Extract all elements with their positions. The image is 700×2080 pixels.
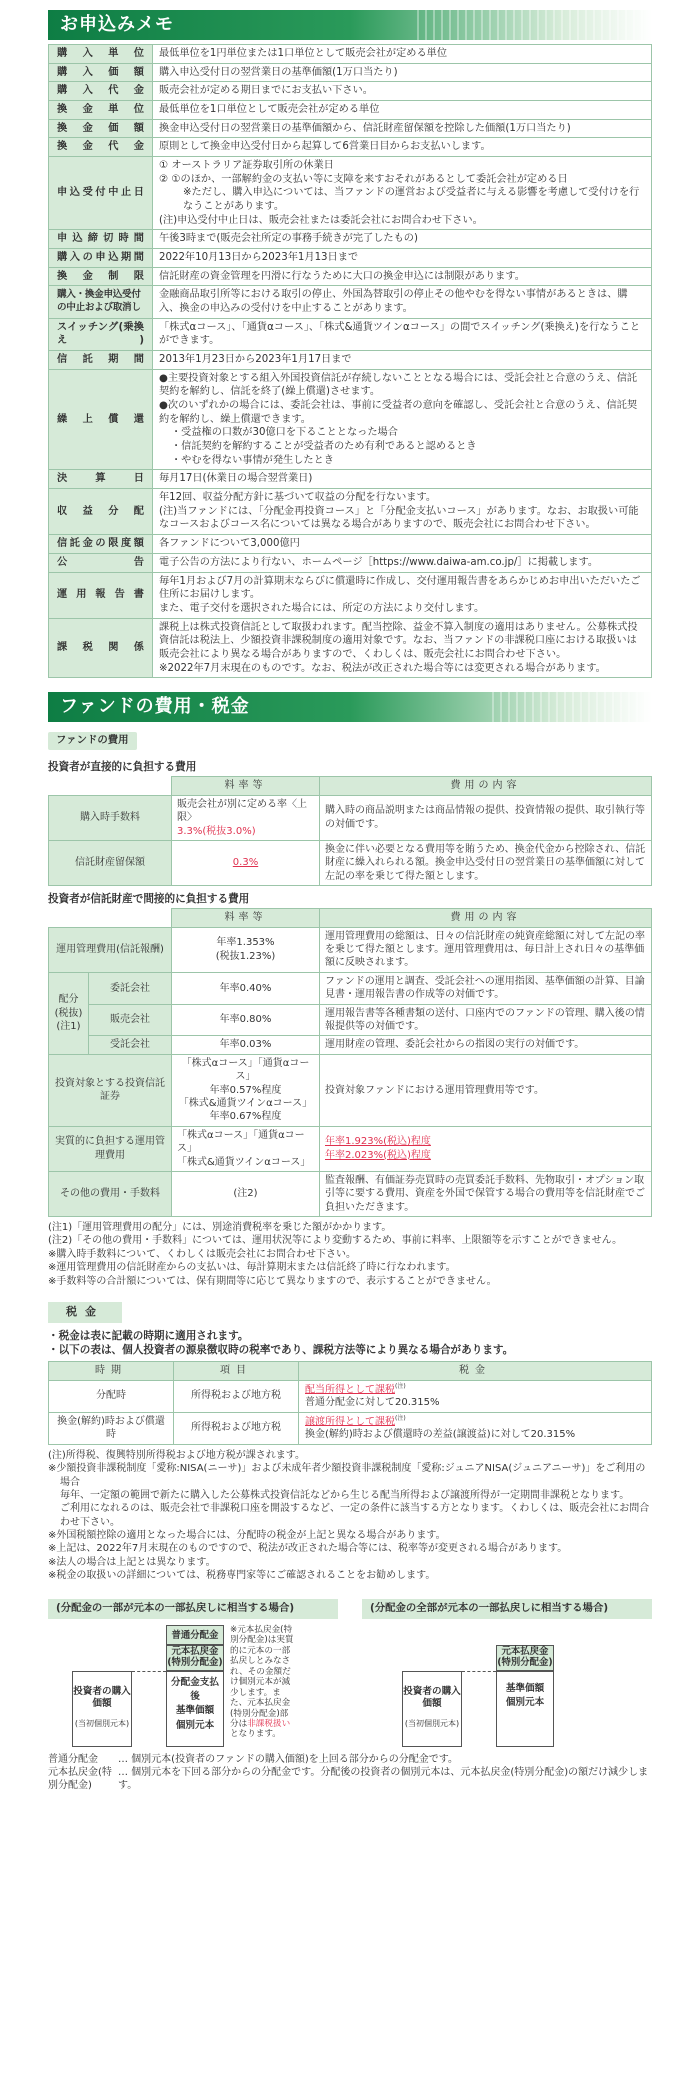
memo-row [49, 267, 652, 286]
memo-line: 購入申込受付日の翌営業日の基準価額(1万口当たり) [159, 66, 398, 78]
memo-line: ① オーストラリア証券取引所の休業日 [159, 160, 334, 172]
memo-line: 換金申込受付日の翌営業日の基準価額から、信託財産留保額を控除した価額(1万口当たり) [159, 122, 571, 134]
side-note [230, 1625, 296, 1740]
tax-notes [48, 1449, 652, 1583]
memo-label: 購入価額 [49, 63, 153, 82]
memo-value [153, 535, 652, 554]
col-content: 費用の内容 [320, 909, 652, 927]
note: (注1)「運用管理費用の配分」には、別途消費税率を乗じた額がかかります。 [48, 1222, 392, 1234]
diagram-legend [48, 1753, 652, 1793]
note: ※購入時手数料について、くわしくは販売会社にお問合わせ下さい。 [48, 1248, 356, 1260]
side-note-red: 非課税扱い [247, 1719, 291, 1729]
note: ※税金の取扱いの詳細については、税務専門家等にご確認されることをお勧めします。 [48, 1570, 436, 1582]
memo-value [153, 157, 652, 230]
effective-rate: 年率1.923%(税込)程度 [325, 1136, 431, 1148]
fee-content: 換金に伴い必要となる費用等を賄うため、換金代金から控除され、信託財産に繰入れられる額。換金申込受付日の翌営業日の基準価額に対して左記の率を乗じて得た額とします。 [320, 840, 652, 885]
table-row [49, 1004, 652, 1036]
memo-row [49, 249, 652, 268]
memo-value [153, 572, 652, 618]
nav-label: 基準価額 [505, 1682, 545, 1694]
memo-row [49, 351, 652, 370]
effective-name: 「株式&通貨ツインαコース」 [177, 1156, 311, 1168]
memo-line: 販売会社が定める期日までにお支払い下さい。 [159, 85, 373, 97]
table-row [49, 1380, 652, 1412]
fee-notes [48, 1221, 652, 1288]
tax-when: 分配時 [49, 1380, 174, 1412]
note: (注)所得税、復興特別所得税および地方税が課されます。 [48, 1449, 306, 1461]
memo-label: 信託期間 [49, 351, 153, 370]
tax-text: 換金(解約)時および償還時の差益(譲渡益)に対して20.315% [305, 1429, 576, 1441]
refund-box-2: 元本払戻金(特別分配金) [496, 1645, 554, 1671]
memo-line: また、電子交付を選択された場合には、所定の方法により交付します。 [159, 602, 485, 614]
memo-line: ※2022年7月末現在のものです。なお、税法が改正された場合等には変更される場合があります。 [159, 662, 606, 674]
note: ご利用になれるのは、販売会社で非課税口座を開設するなど、一定の条件に該当する方となります。くわしくは、販売会社にお問合わせ下さい。 [60, 1503, 650, 1528]
memo-label: 課税関係 [49, 618, 153, 678]
col-rate: 料率等 [172, 909, 320, 927]
diagram-left-title: (分配金の一部が元本の一部払戻しに相当する場合) [48, 1599, 338, 1619]
memo-line: 年12回、収益分配方針に基づいて収益の分配を行ないます。 [159, 492, 437, 504]
note: ※上記は、2022年7月末現在のものですので、税法が改正された場合等には、税率等が変更される場合があります。 [48, 1543, 568, 1555]
indirect-heading: 投資者が信託財産で間接的に負担する費用 [48, 893, 250, 906]
memo-line: ② ①のほか、一部解約金の支払い等に支障を来すおそれがあるとして委託会社が定める日 [159, 173, 568, 185]
memo-value [153, 267, 652, 286]
mgmt-label: 運用管理費用(信託報酬) [49, 927, 172, 972]
memo-label: 繰上償還 [49, 369, 153, 470]
memo-line: ※ただし、購入申込については、当ファンドの運営および受益者に与える影響を考慮して受付けを行なうことがあります。 [183, 187, 640, 213]
legend-key: 元本払戻金(特別分配金) [48, 1767, 112, 1792]
memo-line: ●主要投資対象とする組入外国投資信託が存続しないこととなる場合には、受託会社と合意のうえ、信託契約を解約し、信託を終了(繰上償還)させます。 [159, 372, 638, 398]
other-rate: (注2) [172, 1171, 320, 1216]
fees-header [48, 692, 652, 722]
table-row [49, 927, 652, 972]
memo-row [49, 286, 652, 318]
memo-row [49, 318, 652, 350]
base-note: (当初個別元本) [404, 1719, 460, 1729]
memo-label: 決算日 [49, 470, 153, 489]
memo-row [49, 82, 652, 101]
dashed-line [132, 1671, 166, 1672]
after-dist-box-2 [496, 1671, 554, 1747]
after-dist-label: 分配金支払後 [171, 1676, 219, 1703]
legend-item [48, 1753, 652, 1766]
breakdown-rate: 年率0.80% [172, 1004, 320, 1036]
tax-bullet: ・税金は表に記載の時期に適用されます。 [48, 1329, 249, 1342]
normal-dist-box: 普通分配金 [166, 1625, 224, 1645]
memo-value [153, 618, 652, 678]
fees-subtitle: ファンドの費用 [48, 732, 137, 750]
fee-label: 購入時手数料 [49, 795, 172, 840]
memo-line: 原則として換金申込受付日から起算して6営業日目からお支払いします。 [159, 141, 491, 153]
tax-item: 所得税および地方税 [174, 1380, 299, 1412]
investor-cost-label: 投資者の購入価額 [73, 1685, 131, 1710]
principal-label: 個別元本 [505, 1697, 545, 1709]
table-row [49, 840, 652, 885]
note: 毎年、一定額の範囲で新たに購入した公募株式投資信託などから生じる配当所得および譲渡所得が一定期間非課税となります。 [60, 1489, 630, 1501]
memo-row [49, 535, 652, 554]
memo-line: 電子公告の方法により行ない、ホームページ［https://www.daiwa-am.co.jp/］に掲載します。 [159, 556, 599, 568]
tax-header: 項目 [174, 1362, 299, 1380]
memo-row [49, 157, 652, 230]
target-rate: 年率0.57%程度 [209, 1084, 282, 1096]
memo-label: 公告 [49, 553, 153, 572]
table-row [49, 795, 652, 840]
memo-value [153, 101, 652, 120]
memo-row [49, 138, 652, 157]
memo-value [153, 249, 652, 268]
memo-row [49, 369, 652, 470]
memo-label: スイッチング(乗換え) [49, 318, 153, 350]
memo-line: ・信託契約を解約することが受益者のため有利であると認めるとき [171, 441, 477, 453]
memo-label: 換金制限 [49, 267, 153, 286]
diagram-right-title: (分配金の全部が元本の一部払戻しに相当する場合) [362, 1599, 652, 1619]
indirect-fee-table [48, 908, 652, 1217]
tax-sup: (注) [395, 1414, 406, 1422]
memo-value [153, 119, 652, 138]
breakdown-content: ファンドの運用と調査、受託会社への運用指図、基準価額の計算、目論見書・運用報告書の作成等の対価です。 [320, 972, 652, 1004]
tax-bullet: ・以下の表は、個人投資者の源泉徴収時の税率であり、課税方法等により異なる場合があります。 [48, 1343, 514, 1356]
page [48, 10, 652, 1793]
memo-header [48, 10, 652, 40]
memo-line: (注)申込受付中止日は、販売会社または委託会社にお問合わせ下さい。 [159, 214, 483, 226]
memo-value [153, 553, 652, 572]
table-row [49, 1036, 652, 1054]
memo-line: ●次のいずれかの場合には、委託会社は、事前に受益者の意向を確認し、受託会社と合意のうえ、信託契約を解約し、繰上償還できます。 [159, 400, 638, 425]
fee-rate-red: 3.3%(税抜3.0%) [177, 825, 256, 837]
memo-line: (注)当ファンドには、「分配金再投資コース」と「分配金支払いコース」があります。なお、お取扱い可能なコースおよびコース名については異なる場合がありますので、販売会社にお問合わせ下さい。 [159, 505, 639, 531]
side-note-end: となります。 [230, 1729, 281, 1740]
breakdown-name: 受託会社 [89, 1036, 172, 1054]
note: ※法人の場合は上記とは異なります。 [48, 1556, 216, 1568]
target-rate: 年率0.67%程度 [209, 1111, 282, 1123]
memo-row [49, 45, 652, 64]
mgmt-content: 運用管理費用の総額は、日々の信託財産の純資産総額に対して左記の率を乗じて得た額とします。運用管理費用は、毎日計上され日々の基準価額に反映されます。 [320, 927, 652, 972]
tax-table [48, 1361, 652, 1445]
table-row [49, 1171, 652, 1216]
memo-line: 毎年1月および7月の計算期末ならびに償還時に作成し、交付運用報告書をあらかじめお申出いただいたご住所にお届けします。 [159, 575, 641, 601]
memo-label: 購入単位 [49, 45, 153, 64]
table-row [49, 1412, 652, 1444]
memo-label: 収益分配 [49, 489, 153, 535]
memo-label: 購入・換金申込受付の中止および取消し [49, 286, 153, 318]
legend-text: … 個別元本(投資者のファンドの購入価額)を上回る部分からの分配金です。 [118, 1753, 458, 1765]
memo-line: 「株式αコース」、「通貨αコース」、「株式&通貨ツインαコース」の間でスイッチング(乗換え)を行なうことができます。 [159, 321, 641, 347]
principal-label: 個別元本 [175, 1719, 215, 1731]
table-row [49, 972, 652, 1004]
note: ※少額投資非課税制度「愛称:NISA(ニーサ)」および未成年者少額投資非課税制度「愛称:ジュニアNISA(ジュニアニーサ)」をご利用の場合 [48, 1463, 646, 1488]
memo-table [48, 44, 652, 678]
memo-row [49, 553, 652, 572]
memo-line: 最低単位を1円単位または1口単位として販売会社が定める単位 [159, 48, 448, 59]
memo-row [49, 618, 652, 678]
memo-value [153, 351, 652, 370]
investor-cost-label: 投資者の購入価額 [403, 1685, 461, 1710]
col-rate: 料率等 [172, 777, 320, 795]
note: ※手数料等の合計額については、保有期間等に応じて異なりますので、表示することができません。 [48, 1275, 497, 1287]
after-dist-box [166, 1671, 224, 1747]
mgmt-rate: 年率1.353% [216, 937, 275, 949]
memo-value [153, 138, 652, 157]
memo-line: 課税上は株式投資信託として取扱われます。配当控除、益金不算入制度の適用はありません。公募株式投資信託は税法上、少額投資非課税制度の適用対象です。なお、当ファンドの非課税口座における取扱いは販売会社により異なる場合がありますので、くわしくは、販売会社にお問合わせ下さい。 [159, 621, 638, 660]
investor-cost-box-2 [402, 1671, 462, 1747]
other-label: その他の費用・手数料 [49, 1171, 172, 1216]
breakdown-content: 運用報告書等各種書類の送付、口座内でのファンドの管理、購入後の情報提供等の対価です。 [320, 1004, 652, 1036]
memo-label: 信託金の限度額 [49, 535, 153, 554]
effective-rate: 年率2.023%(税込)程度 [325, 1149, 431, 1161]
memo-row [49, 101, 652, 120]
memo-value [153, 489, 652, 535]
mgmt-rate-ex: (税抜1.23%) [215, 950, 276, 962]
effective-name: 「株式αコース」「通貨αコース」 [177, 1129, 305, 1155]
table-row [49, 1054, 652, 1126]
nav-label: 基準価額 [175, 1705, 215, 1717]
target-rate: 「株式αコース」「通貨αコース」 [181, 1057, 310, 1083]
memo-label: 運用報告書 [49, 572, 153, 618]
tax-when: 換金(解約)時および償還時 [49, 1412, 174, 1444]
fee-rate: 販売会社が別に定める率〈上限〉 [177, 798, 307, 824]
tax-title: 税金 [48, 1302, 122, 1323]
base-note: (当初個別元本) [74, 1719, 130, 1729]
memo-row [49, 119, 652, 138]
memo-line: 午後3時まで(販売会社所定の事務手続きが完了したもの) [159, 233, 418, 245]
memo-label: 換金単位 [49, 101, 153, 120]
memo-line: ・やむを得ない事情が発生したとき [171, 454, 334, 466]
tax-red: 配当所得として課税 [305, 1383, 395, 1395]
legend-item [48, 1766, 652, 1793]
distribution-diagram [48, 1599, 652, 1749]
target-label: 投資対象とする投資信託証券 [49, 1054, 172, 1126]
note: ※運用管理費用の信託財産からの支払いは、毎計算期末または信託終了時に行なわれます。 [48, 1262, 456, 1274]
memo-value [153, 230, 652, 249]
memo-label: 申込受付中止日 [49, 157, 153, 230]
memo-line: 金融商品取引所等における取引の停止、外国為替取引の停止その他やむを得ない事情があるときは、購入、換金の申込みの受付けを中止することがあります。 [159, 289, 628, 315]
tax-header: 時期 [49, 1362, 174, 1380]
dashed-line-2 [462, 1671, 496, 1672]
tax-header: 税金 [299, 1362, 652, 1380]
breakdown-label: 配分(税抜)(注1) [49, 972, 89, 1054]
memo-line: 各ファンドについて3,000億円 [159, 538, 300, 550]
note: (注2)「その他の費用・手数料」については、運用状況等により変動するため、事前に料率、上限額等を示すことができません。 [48, 1235, 623, 1247]
memo-line: 毎月17日(休業日の場合翌営業日) [159, 473, 313, 485]
refund-box: 元本払戻金(特別分配金) [166, 1645, 224, 1671]
memo-row [49, 230, 652, 249]
direct-heading: 投資者が直接的に負担する費用 [48, 761, 197, 774]
col-content: 費用の内容 [320, 777, 652, 795]
memo-value [153, 470, 652, 489]
memo-value [153, 369, 652, 470]
memo-line: 2022年10月13日から2023年1月13日まで [159, 252, 359, 264]
memo-row [49, 489, 652, 535]
memo-line: 信託財産の資金管理を円滑に行なうために大口の換金申込には制限があります。 [159, 270, 525, 282]
memo-label: 購入代金 [49, 82, 153, 101]
tax-red: 譲渡所得として課税 [305, 1415, 395, 1427]
memo-value [153, 63, 652, 82]
other-content: 監査報酬、有価証券売買時の売買委託手数料、先物取引・オプション取引等に要する費用、資産を外国で保管する場合の費用等を信託財産でご負担いただきます。 [320, 1171, 652, 1216]
target-content: 投資対象ファンドにおける運用管理費用等です。 [320, 1054, 652, 1126]
memo-row [49, 572, 652, 618]
memo-row [49, 470, 652, 489]
investor-cost-box [72, 1671, 132, 1747]
memo-value [153, 45, 652, 64]
tax-text: 普通分配金に対して20.315% [305, 1397, 440, 1409]
table-row [49, 1126, 652, 1171]
memo-value [153, 82, 652, 101]
memo-label: 購入の申込期間 [49, 249, 153, 268]
direct-fee-table [48, 776, 652, 886]
memo-line: 最低単位を1口単位として販売会社が定める単位 [159, 104, 380, 116]
memo-value [153, 286, 652, 318]
fee-content: 購入時の商品説明または商品情報の提供、投資情報の提供、取引執行等の対価です。 [320, 795, 652, 840]
tax-item: 所得税および地方税 [174, 1412, 299, 1444]
breakdown-rate: 年率0.03% [172, 1036, 320, 1054]
memo-value [153, 318, 652, 350]
fee-label: 信託財産留保額 [49, 840, 172, 885]
note: ※外国税額控除の適用となった場合には、分配時の税金が上記と異なる場合があります。 [48, 1530, 446, 1542]
legend-text: … 個別元本を下回る部分からの分配金です。分配後の投資者の個別元本は、元本払戻金(特別分配金)の額だけ減少します。 [118, 1767, 649, 1792]
memo-line: ・受益権の口数が30億口を下ることとなった場合 [171, 427, 398, 439]
breakdown-name: 販売会社 [89, 1004, 172, 1036]
memo-line: 2013年1月23日から2023年1月17日まで [159, 354, 352, 366]
side-note-text: ※元本払戻金(特別分配金)は実質的に元本の一部払戻しとみなされ、その金額だけ個別元本が減少します。また、元本払戻金(特別分配金)部分は [230, 1624, 294, 1729]
fee-rate-red: 0.3% [232, 857, 259, 869]
memo-label: 申込締切時間 [49, 230, 153, 249]
breakdown-name: 委託会社 [89, 972, 172, 1004]
memo-label: 換金価額 [49, 119, 153, 138]
tax-sup: (注) [395, 1382, 406, 1390]
breakdown-content: 運用財産の管理、委託会社からの指図の実行の対価です。 [320, 1036, 652, 1054]
effective-label: 実質的に負担する運用管理費用 [49, 1126, 172, 1171]
target-rate: 「株式&通貨ツインαコース」 [178, 1097, 313, 1109]
breakdown-rate: 年率0.40% [172, 972, 320, 1004]
fees-title: ファンドの費用・税金 [60, 696, 250, 718]
legend-key: 普通分配金 [48, 1753, 98, 1765]
memo-label: 換金代金 [49, 138, 153, 157]
memo-title: お申込みメモ [60, 13, 174, 35]
memo-row [49, 63, 652, 82]
